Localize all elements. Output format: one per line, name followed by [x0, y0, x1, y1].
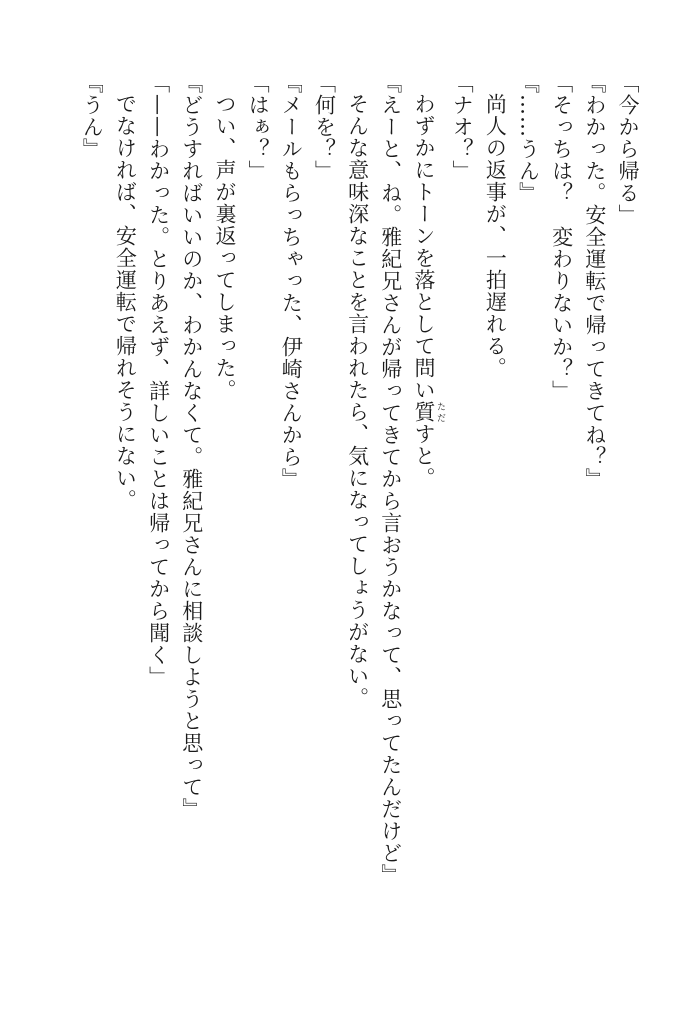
- text-line: 「ナオ？」: [450, 72, 475, 182]
- ruby-text: ただ: [434, 401, 445, 423]
- text-line: 『うん』: [80, 72, 105, 160]
- text-line: 「そっちは？ 変わりないか？」: [549, 72, 574, 402]
- ruby-base: 質: [411, 401, 436, 423]
- text-line: つい、声が裏返ってしまった。: [212, 93, 237, 401]
- text-line: 『どうすればいいのか、わかんなくて。雅紀兄さんに相談しようと思って』: [179, 72, 204, 820]
- text-line: 「——わかった。とりあえず、詳しいことは帰ってから聞く」: [146, 72, 171, 688]
- text-line: 『メールもらっちゃった、伊崎さんから』: [279, 72, 304, 490]
- text-line: 尚人の返事が、一拍遅れる。: [483, 93, 508, 379]
- text-line: 「はぁ？」: [246, 72, 271, 182]
- text-line: 『わかった。安全運転で帰ってきてね？』: [582, 72, 607, 490]
- text-line: 「何を？」: [312, 72, 337, 182]
- text-segment: すと。: [411, 423, 436, 489]
- text-line: そんな意味深なことを言われたら、気になってしょうがない。: [345, 93, 370, 709]
- text-line-with-ruby: [407, 72, 445, 892]
- ruby-annotation: [411, 401, 445, 423]
- text-line: でなければ、安全運転で帰れそうにない。: [113, 93, 138, 511]
- text-line: 『えーと、ね。雅紀兄さんが帰ってきてから言おうかなって、思ってたんだけど』: [378, 72, 403, 886]
- text-line: 『……うん』: [516, 72, 541, 204]
- text-segment: わずかにトーンを落として問い: [411, 93, 436, 401]
- text-line: 「今から帰る」: [616, 72, 640, 226]
- vertical-text-body: [75, 72, 644, 892]
